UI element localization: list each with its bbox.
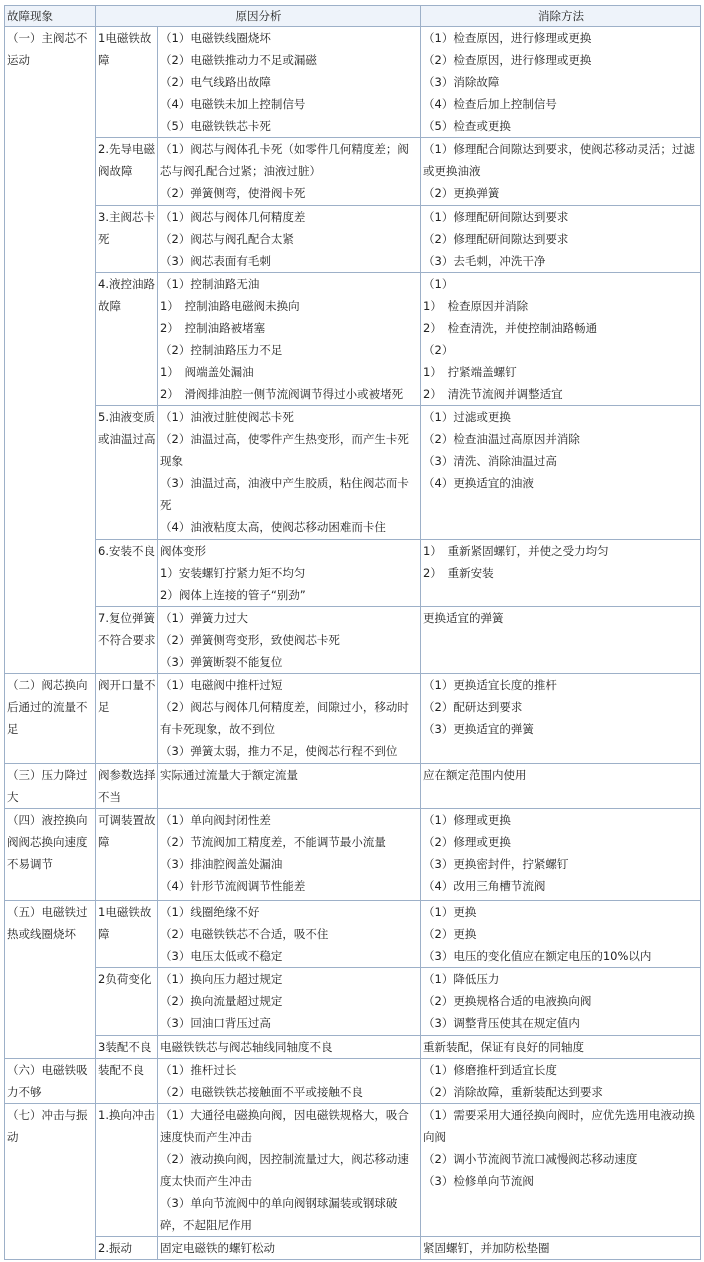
cell-line: （1）控制油路无油 — [160, 277, 260, 291]
remedy-cell — [421, 1059, 701, 1104]
analysis-cell — [158, 27, 421, 138]
cell-line: （1）修理或更换 — [423, 813, 511, 827]
cell-line: （1）大通径电磁换向阀，因电磁铁规格大，吸合速度快而产生冲击 — [160, 1108, 409, 1144]
remedy-cell — [421, 540, 701, 607]
cell-line: （3）弹簧太弱，推力不足，使阀芯行程不到位 — [160, 744, 398, 758]
cell-line: （4）电磁铁未加上控制信号 — [160, 97, 306, 111]
cause-cell: 1电磁铁故障 — [96, 27, 158, 138]
cell-line: （2）电磁铁铁芯不合适，吸不住 — [160, 927, 329, 941]
cell-line: （4）更换适宜的油液 — [423, 476, 534, 490]
cell-line: （3）调整背压使其在规定值内 — [423, 1016, 580, 1030]
remedy-cell — [421, 273, 701, 406]
cell-line: （3）弹簧断裂不能复位 — [160, 655, 283, 669]
cell-line: 1） 控制油路电磁阀未换向 — [160, 299, 300, 313]
cell-line: （1）更换适宜长度的推杆 — [423, 678, 557, 692]
cell-line: 固定电磁铁的螺钉松动 — [160, 1241, 275, 1255]
cause-cell: 7.复位弹簧不符合要求 — [96, 607, 158, 674]
cell-line: （3）单向节流阀中的单向阀钢球漏装或钢球破碎，不起阻尼作用 — [160, 1196, 398, 1232]
cell-line: （2）检查油温过高原因并消除 — [423, 432, 580, 446]
cell-line: （2）油温过高，使零件产生热变形，而产生卡死现象 — [160, 432, 409, 468]
analysis-cell — [158, 674, 421, 764]
cell-line: （3）回油口背压过高 — [160, 1016, 271, 1030]
cell-line: （2）电气线路出故障 — [160, 75, 271, 89]
cell-line: （3）去毛刺，冲洗干净 — [423, 254, 546, 268]
table-row — [5, 1104, 701, 1237]
table-row — [5, 540, 701, 607]
cause-cell: 3.主阀芯卡死 — [96, 206, 158, 273]
cell-line: （2）更换规格合适的电液换向阀 — [423, 994, 592, 1008]
table-row — [5, 607, 701, 674]
analysis-cell — [158, 901, 421, 968]
cell-line: （2） — [423, 343, 454, 357]
cell-line: （2）阀芯与阀孔配合太紧 — [160, 232, 294, 246]
cause-cell: 2负荷变化 — [96, 968, 158, 1036]
symptom-cell: （三）压力降过大 — [5, 764, 96, 809]
cell-line: （5）电磁铁铁芯卡死 — [160, 119, 271, 133]
cell-line: （3）油温过高，油液中产生胶质，粘住阀芯而卡死 — [160, 476, 409, 512]
table-row — [5, 674, 701, 764]
remedy-cell — [421, 674, 701, 764]
cell-line: （1）更换 — [423, 905, 477, 919]
cell-line: （1）换向压力超过规定 — [160, 972, 283, 986]
cause-cell: 装配不良 — [96, 1059, 158, 1104]
cell-line: （1）阀芯与阀体孔卡死（如零件几何精度差；阀芯与阀孔配合过紧；油液过脏） — [160, 142, 409, 178]
analysis-cell — [158, 1036, 421, 1059]
cell-line: （1）推杆过长 — [160, 1063, 237, 1077]
fault-table — [4, 5, 701, 1260]
cell-line: 2） 控制油路被堵塞 — [160, 321, 266, 335]
symptom-cell: （五）电磁铁过热或线圈烧坏 — [5, 901, 96, 1059]
cell-line: 2） 滑阀排油腔一侧节流阀调节得过小或被堵死 — [160, 387, 404, 401]
cell-line: （1） — [423, 277, 454, 291]
cause-cell: 6.安装不良 — [96, 540, 158, 607]
cell-line: （1）油液过脏使阀芯卡死 — [160, 410, 294, 424]
cell-line: （1）修理配研间隙达到要求 — [423, 210, 569, 224]
cell-line: （1）过滤或更换 — [423, 410, 511, 424]
cell-line: 重新装配，保证有良好的同轴度 — [423, 1040, 584, 1054]
cell-line: 电磁铁铁芯与阀芯轴线同轴度不良 — [160, 1040, 333, 1054]
cell-line: （1）电磁阀中推杆过短 — [160, 678, 283, 692]
analysis-cell — [158, 406, 421, 540]
cause-cell: 阀开口量不足 — [96, 674, 158, 764]
cell-line: （2）节流阀加工精度差，不能调节最小流量 — [160, 835, 386, 849]
cell-line: （3）检修单向节流阀 — [423, 1174, 534, 1188]
cell-line: （1）修磨推杆到适宜长度 — [423, 1063, 557, 1077]
cell-line: 2） 检查清洗，并使控制油路畅通 — [423, 321, 598, 335]
remedy-cell — [421, 27, 701, 138]
cell-line: （1）修理配合间隙达到要求，使阀芯移动灵活；过滤或更换油液 — [423, 142, 695, 178]
cell-line: 1） 拧紧端盖螺钉 — [423, 365, 517, 379]
table-row — [5, 406, 701, 540]
cell-line: （2）阀芯与阀体几何精度差，间隙过小，移动时有卡死现象，故不到位 — [160, 700, 409, 736]
cell-line: （2）弹簧侧弯变形，致使阀芯卡死 — [160, 633, 340, 647]
cell-line: （2）配研达到要求 — [423, 700, 523, 714]
remedy-cell — [421, 406, 701, 540]
cell-line: （1）检查原因，进行修理或更换 — [423, 31, 592, 45]
table-row — [5, 764, 701, 809]
cell-line: （3）排油腔阀盖处漏油 — [160, 857, 283, 871]
cell-line: （4）改用三角槽节流阀 — [423, 879, 546, 893]
analysis-cell — [158, 1059, 421, 1104]
symptom-cell: （一）主阀芯不运动 — [5, 27, 96, 674]
cause-cell: 4.液控油路故障 — [96, 273, 158, 406]
table-row — [5, 1059, 701, 1104]
cell-line: （1）阀芯与阀体几何精度差 — [160, 210, 306, 224]
cell-line: （1）线圈绝缘不好 — [160, 905, 260, 919]
cell-line: （3）更换密封件，拧紧螺钉 — [423, 857, 569, 871]
cause-cell: 3装配不良 — [96, 1036, 158, 1059]
cell-line: （3）消除故障 — [423, 75, 500, 89]
cell-line: （4）针形节流阀调节性能差 — [160, 879, 306, 893]
analysis-cell — [158, 764, 421, 809]
cell-line: （3）阀芯表面有毛刺 — [160, 254, 271, 268]
cell-line: （1）弹簧力过大 — [160, 611, 248, 625]
cell-line: （2）更换弹簧 — [423, 186, 500, 200]
table-row — [5, 968, 701, 1036]
cell-line: （2）电磁铁推动力不足或漏磁 — [160, 53, 317, 67]
analysis-cell — [158, 138, 421, 206]
cell-line: （3）电压太低或不稳定 — [160, 949, 283, 963]
cell-line: 1） 重新紧固螺钉，并使之受力均匀 — [423, 544, 609, 558]
table-body — [5, 27, 701, 1260]
cell-line: 紧固螺钉，并加防松垫圈 — [423, 1241, 550, 1255]
cell-line: （2）控制油路压力不足 — [160, 343, 283, 357]
cell-line: （2）换向流量超过规定 — [160, 994, 283, 1008]
remedy-cell — [421, 206, 701, 273]
remedy-cell — [421, 138, 701, 206]
cause-cell: 2.振动 — [96, 1237, 158, 1260]
analysis-cell — [158, 1104, 421, 1237]
cell-line: 1） 检查原因并消除 — [423, 299, 529, 313]
symptom-cell: （七）冲击与振动 — [5, 1104, 96, 1260]
cell-line: （4）检查后加上控制信号 — [423, 97, 557, 111]
symptom-cell: （二）阀芯换向后通过的流量不足 — [5, 674, 96, 764]
analysis-cell — [158, 1237, 421, 1260]
symptom-cell: （四）液控换向阀阀芯换向速度不易调节 — [5, 809, 96, 901]
cell-line: （2）检查原因，进行修理或更换 — [423, 53, 592, 67]
cause-cell: 可调装置故障 — [96, 809, 158, 901]
cell-line: （2）消除故障，重新装配达到要求 — [423, 1085, 603, 1099]
remedy-cell — [421, 607, 701, 674]
header-row — [5, 6, 701, 27]
header-remedy: 消除方法 — [421, 6, 701, 27]
cell-line: 应在额定范围内使用 — [423, 768, 527, 782]
remedy-cell — [421, 1104, 701, 1237]
cell-line: （5）检查或更换 — [423, 119, 511, 133]
table-row — [5, 1036, 701, 1059]
cell-line: （2）电磁铁铁芯接触面不平或接触不良 — [160, 1085, 363, 1099]
header-symptom: 故障现象 — [5, 6, 96, 27]
analysis-cell — [158, 273, 421, 406]
table-row — [5, 27, 701, 138]
cell-line: （3）更换适宜的弹簧 — [423, 722, 534, 736]
cause-cell: 2.先导电磁阀故障 — [96, 138, 158, 206]
cell-line: （1）需要采用大通径换向阀时，应优先选用电液动换向阀 — [423, 1108, 695, 1144]
remedy-cell — [421, 764, 701, 809]
table-row — [5, 901, 701, 968]
cell-line: 更换适宜的弹簧 — [423, 611, 504, 625]
symptom-cell: （六）电磁铁吸力不够 — [5, 1059, 96, 1104]
cause-cell: 1电磁铁故障 — [96, 901, 158, 968]
cell-line: （2）修理或更换 — [423, 835, 511, 849]
cause-cell: 阀参数选择不当 — [96, 764, 158, 809]
cell-line: （3）清洗、消除油温过高 — [423, 454, 557, 468]
cell-line: （2）液动换向阀，因控制流量过大，阀芯移动速度太快而产生冲击 — [160, 1152, 409, 1188]
analysis-cell — [158, 607, 421, 674]
cell-line: （3）电压的变化值应在额定电压的10%以内 — [423, 949, 652, 963]
cause-cell: 1.换向冲击 — [96, 1104, 158, 1237]
remedy-cell — [421, 1237, 701, 1260]
cell-line: （2）修理配研间隙达到要求 — [423, 232, 569, 246]
analysis-cell — [158, 206, 421, 273]
cell-line: 实际通过流量大于额定流量 — [160, 768, 298, 782]
cause-cell: 5.油液变质或油温过高 — [96, 406, 158, 540]
remedy-cell — [421, 901, 701, 968]
cell-line: 1） 阀端盖处漏油 — [160, 365, 254, 379]
cell-line: （2）调小节流阀节流口减慢阀芯移动速度 — [423, 1152, 638, 1166]
cell-line: 2） 重新安装 — [423, 566, 494, 580]
cell-line: （4）油液粘度太高，使阀芯移动困难而卡住 — [160, 520, 386, 534]
cell-line: 2） 清洗节流阀并调整适宜 — [423, 387, 563, 401]
cell-line: （1）电磁铁线圈烧坏 — [160, 31, 271, 45]
analysis-cell — [158, 968, 421, 1036]
cell-line: 2）阀体上连接的管子“别劲” — [160, 588, 306, 602]
remedy-cell — [421, 809, 701, 901]
remedy-cell — [421, 1036, 701, 1059]
header-cause-analysis: 原因分析 — [96, 6, 421, 27]
table-row — [5, 138, 701, 206]
table-row — [5, 273, 701, 406]
cell-line: 阀体变形 — [160, 544, 206, 558]
cell-line: （1）降低压力 — [423, 972, 500, 986]
cell-line: （2）更换 — [423, 927, 477, 941]
analysis-cell — [158, 540, 421, 607]
table-row — [5, 1237, 701, 1260]
cell-line: （2）弹簧侧弯，使滑阀卡死 — [160, 186, 306, 200]
remedy-cell — [421, 968, 701, 1036]
table-row — [5, 809, 701, 901]
cell-line: 1）安装螺钉拧紧力矩不均匀 — [160, 566, 306, 580]
cell-line: （1）单向阀封闭性差 — [160, 813, 271, 827]
table-row — [5, 206, 701, 273]
analysis-cell — [158, 809, 421, 901]
